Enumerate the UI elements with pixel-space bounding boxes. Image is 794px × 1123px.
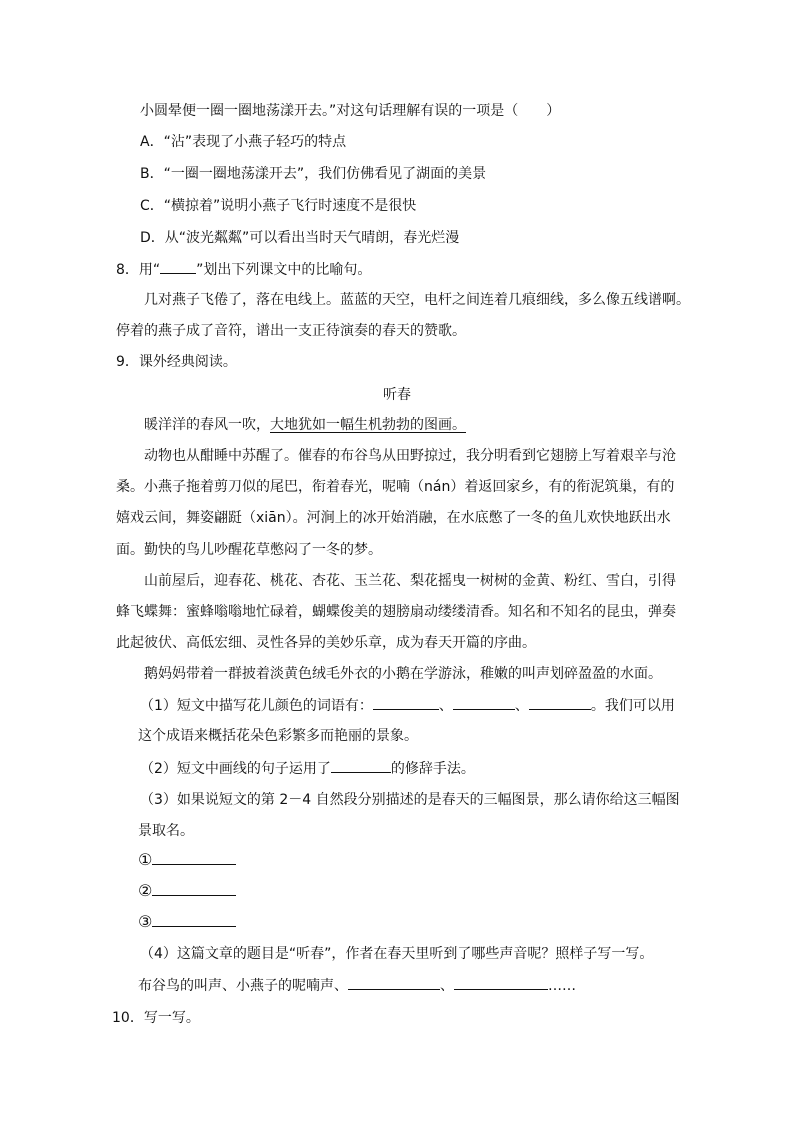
passage-p3-line-1: 山前屋后，迎春花、桃花、杏花、玉兰花、梨花摇曳一树树的金黄、粉红、雪白，引得 xyxy=(144,573,676,589)
q9-sub4-example-start: 布谷鸟的叫声、小燕子的呢喃声、 xyxy=(138,978,348,994)
answer-blank[interactable] xyxy=(152,850,236,865)
q9-sub4: （4）这篇文章的题目是“听春”，作者在春天里听到了哪些声音呢？照样子写一写。 xyxy=(140,946,654,962)
passage-p2-line-4: 面。勤快的鸟儿吵醒花草憋闷了一冬的梦。 xyxy=(116,542,382,558)
answer-blank[interactable] xyxy=(529,695,591,710)
q8-passage-line-2: 停着的燕子成了音符，谱出一支正待演奏的春天的赞歌。 xyxy=(116,323,466,339)
q7-option-d: D．从“波光粼粼”可以看出当时天气晴朗，春光烂漫 xyxy=(140,230,460,246)
q9-sub2-end: 的修辞手法。 xyxy=(390,761,475,777)
q9-stem: 9．课外经典阅读。 xyxy=(116,354,237,370)
passage-p2-line-2: 桑。小燕子拖着剪刀似的尾巴，衔着春光，呢喃（nán）着返回家乡，有的衔泥筑巢，有的 xyxy=(116,479,675,495)
q8-passage-line-1: 几对燕子飞倦了，落在电线上。蓝蓝的天空，电杆之间连着几痕细线，多么像五线谱啊。 xyxy=(144,292,690,308)
q8-stem-end: ”划出下列课文中的比喻句。 xyxy=(196,262,372,278)
q9-sub3-line-2: 景取名。 xyxy=(138,823,194,839)
q8-underline-sample xyxy=(160,259,196,274)
answer-blank[interactable] xyxy=(348,975,440,990)
circle-number-2: ② xyxy=(138,881,153,900)
q9-sub1-end: 。我们可以用 xyxy=(590,698,675,714)
answer-blank[interactable] xyxy=(152,881,236,896)
separator: 、 xyxy=(440,978,454,994)
passage-p1-start: 暖洋洋的春风一吹， xyxy=(144,417,270,433)
answer-row-3 xyxy=(138,912,236,932)
q9-sub1 xyxy=(140,695,675,716)
q9-sub4-example xyxy=(138,975,576,996)
answer-blank[interactable] xyxy=(453,695,515,710)
separator: 、 xyxy=(514,698,529,714)
q9-sub2 xyxy=(140,758,475,779)
answer-blank[interactable] xyxy=(152,912,236,927)
answer-row-1 xyxy=(138,850,236,870)
answer-blank[interactable] xyxy=(373,695,439,710)
answer-blank[interactable] xyxy=(454,975,548,990)
passage-p4: 鹅妈妈带着一群披着淡黄色绒毛外衣的小鹅在学游泳，稚嫩的叫声划碎盈盈的水面。 xyxy=(144,666,662,682)
q9-sub3-line-1: （3）如果说短文的第 2－4 自然段分别描述的是春天的三幅图景，那么请你给这三幅图 xyxy=(140,792,680,808)
passage-p3-line-3: 此起彼伏、高低宏细、灵性各异的美妙乐章，成为春天开篇的序曲。 xyxy=(116,635,536,651)
q7-stem-tail: 小圆晕便一圈一圈地荡漾开去。”对这句话理解有误的一项是（ ） xyxy=(140,103,561,119)
q7-option-a: A．“沾”表现了小燕子轻巧的特点 xyxy=(140,134,347,150)
passage-p2-line-3: 嬉戏云间，舞姿翩跹（xiān）。河涧上的冰开始消融，在水底憋了一冬的鱼儿欢快地跃出水 xyxy=(116,510,671,526)
passage-p3-line-2: 蜂飞蝶舞：蜜蜂嗡嗡地忙碌着，蝴蝶俊美的翅膀扇动缕缕清香。知名和不知名的昆虫，弹奏 xyxy=(116,604,676,620)
passage-p2-line-1: 动物也从酣睡中苏醒了。催春的布谷鸟从田野掠过，我分明看到它翅膀上写着艰辛与沧 xyxy=(144,448,676,464)
q7-option-b: B．“一圈一圈地荡漾开去”，我们仿佛看见了湖面的美景 xyxy=(140,166,487,182)
q8-stem xyxy=(116,259,371,280)
answer-row-2 xyxy=(138,881,236,901)
circle-number-1: ① xyxy=(138,850,153,869)
q10-stem: 10．写一写。 xyxy=(112,1010,200,1026)
q9-sub1-start: （1）短文中描写花儿颜色的词语有： xyxy=(140,698,373,714)
q8-stem-start: 8．用“ xyxy=(116,262,161,278)
q9-sub2-start: （2）短文中画线的句子运用了 xyxy=(140,761,331,777)
ellipsis: …… xyxy=(548,978,576,994)
underlined-sentence: 大地犹如一幅生机勃勃的图画。 xyxy=(270,417,466,433)
passage-title: 听春 xyxy=(383,387,411,403)
q9-sub1-line-2: 这个成语来概括花朵色彩繁多而艳丽的景象。 xyxy=(138,728,418,744)
separator: 、 xyxy=(438,698,453,714)
q7-option-c: C．“横掠着”说明小燕子飞行时速度不是很快 xyxy=(140,198,417,214)
circle-number-3: ③ xyxy=(138,912,153,931)
passage-p1 xyxy=(144,415,466,435)
answer-blank[interactable] xyxy=(331,758,391,773)
